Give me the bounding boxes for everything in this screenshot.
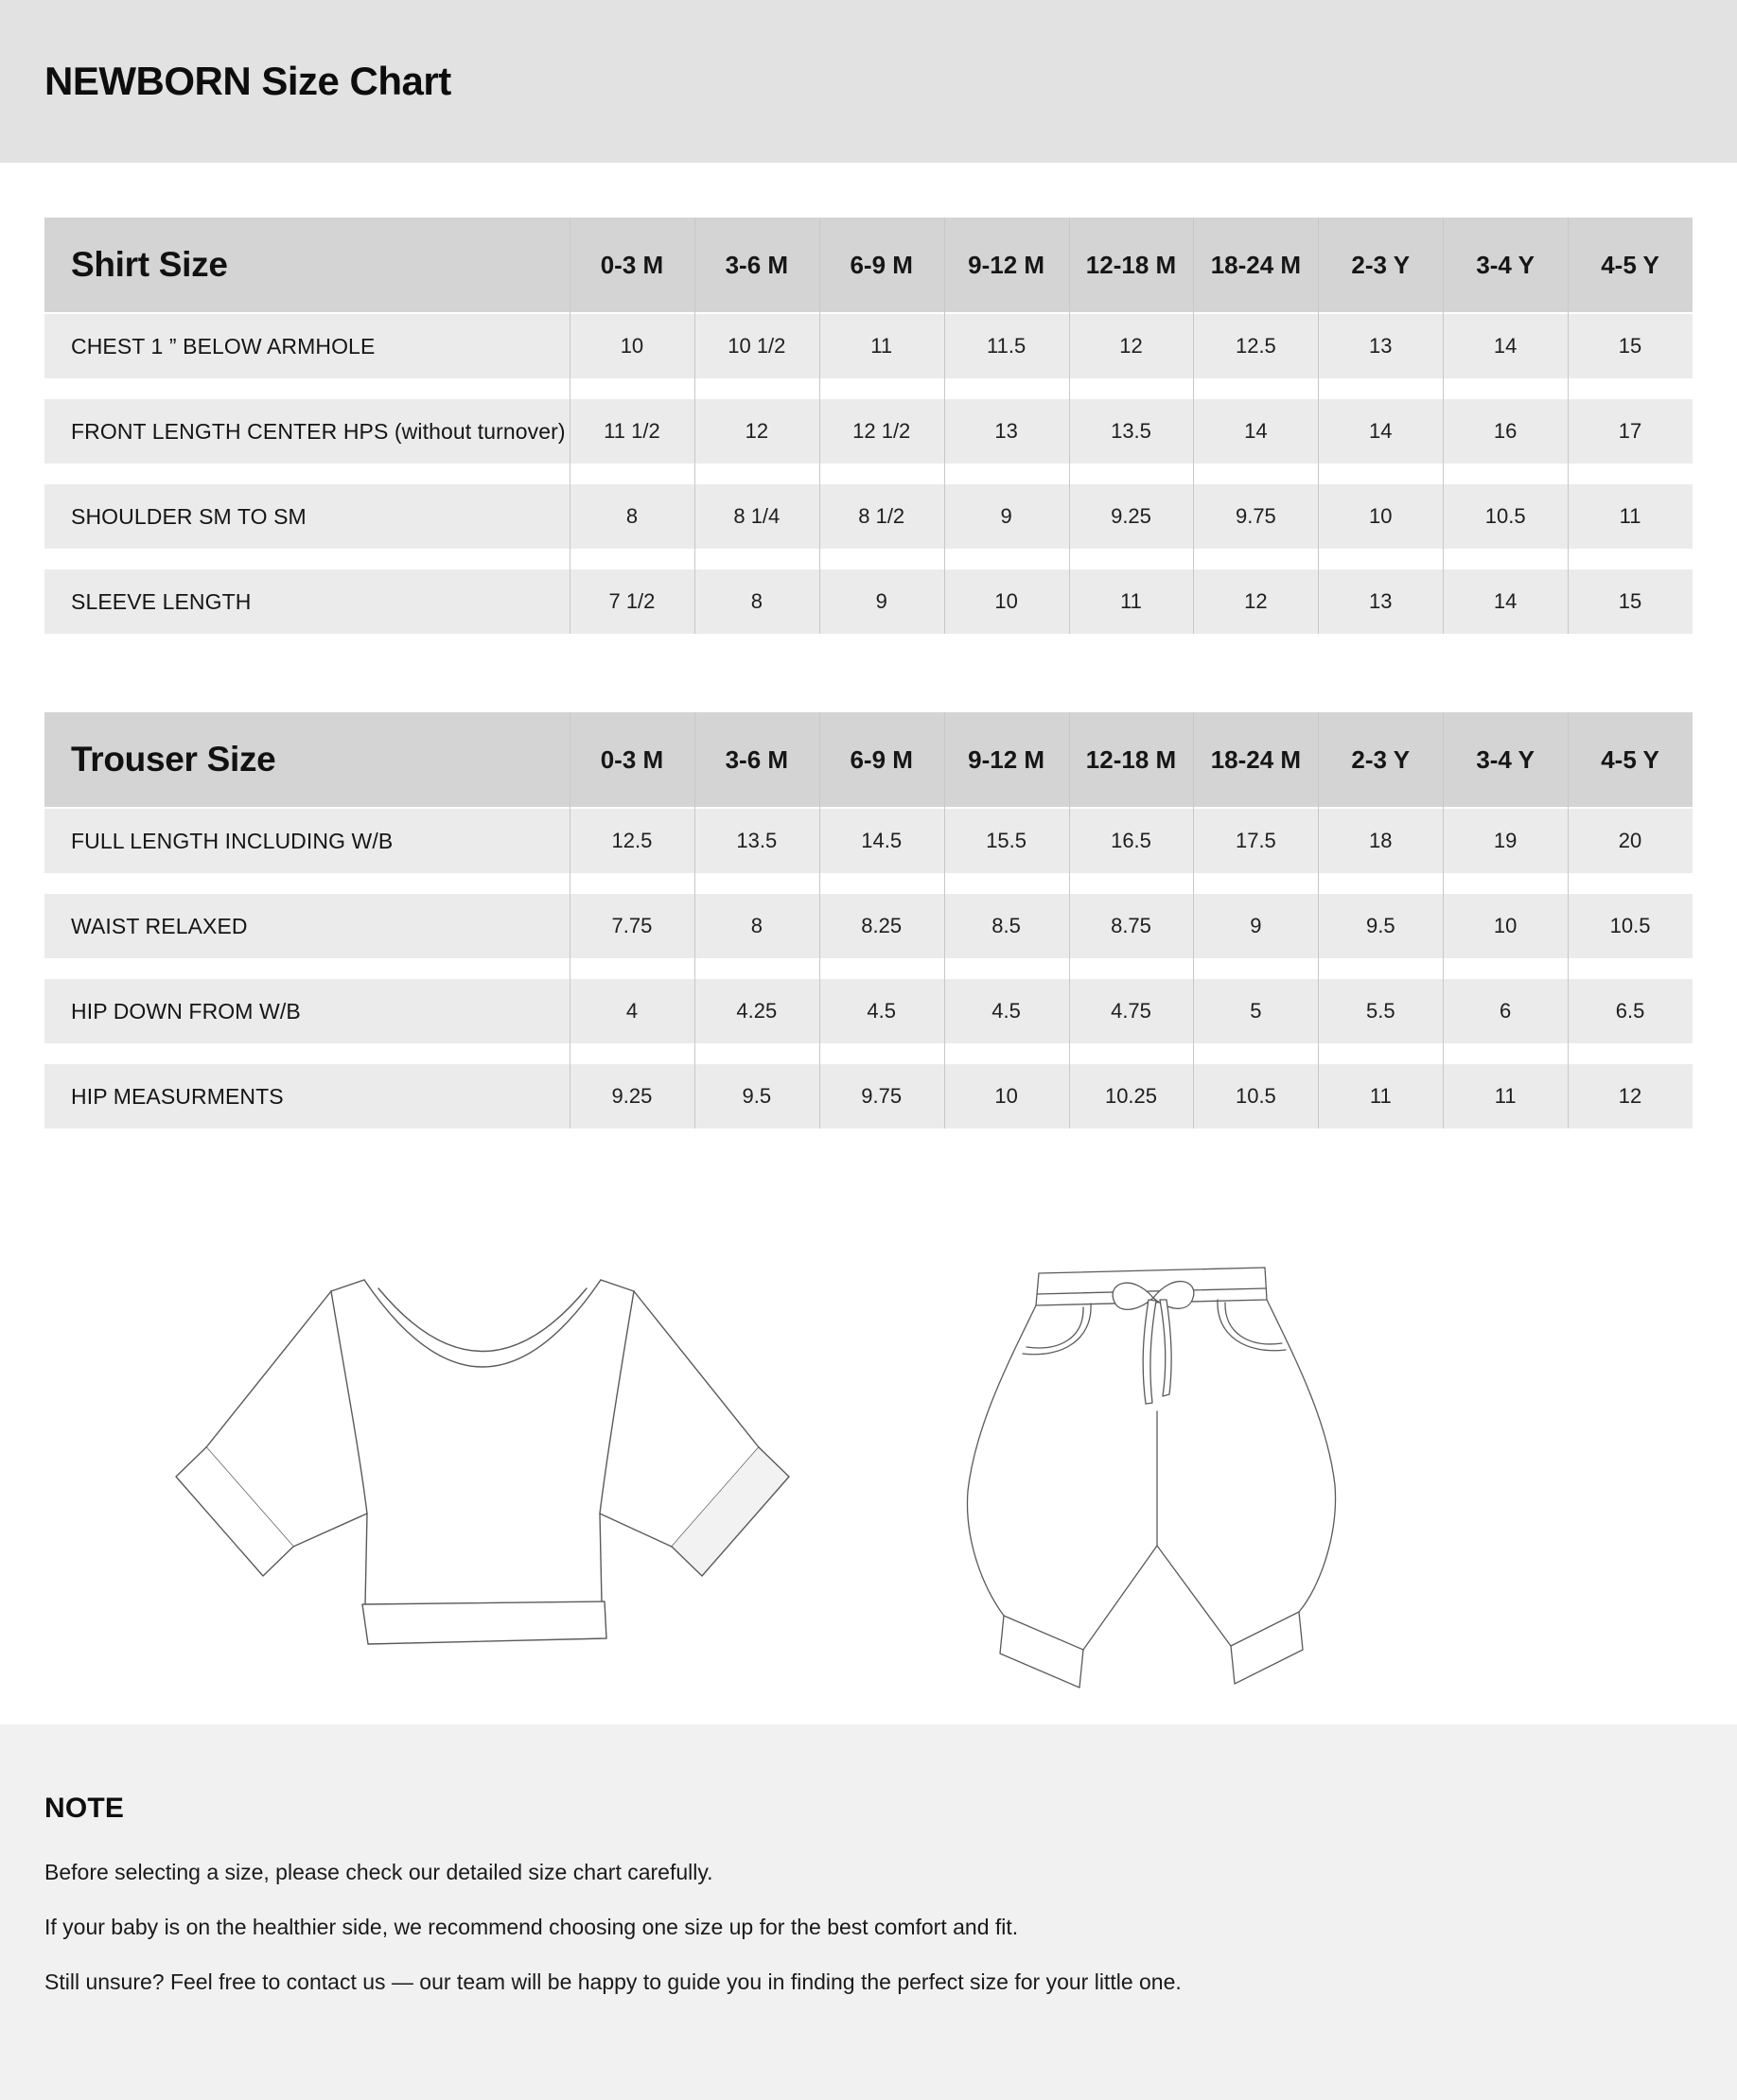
cell-value: 14 [1369,419,1393,443]
cell-value: 10 [620,334,644,358]
shirt-table-header [44,218,1693,312]
cell-value: 10 [1493,914,1518,937]
column-header: 0-3 M [600,250,664,279]
trousers-illustration [930,1245,1386,1701]
row-label: FRONT LENGTH CENTER HPS (without turnover) [71,418,566,444]
row-label: SLEEVE LENGTH [71,588,252,614]
trouser-size-table [44,712,1693,1129]
cell-value: 9 [1000,504,1012,528]
cell-value: 5.5 [1365,999,1395,1023]
row-label: HIP MEASURMENTS [71,1083,284,1109]
cell-value: 13 [1369,589,1393,613]
cell-value: 10.5 [1235,1084,1276,1108]
column-header: 4-5 Y [1601,250,1659,279]
column-header: 2-3 Y [1351,744,1411,774]
table-row [44,809,1693,873]
cell-value: 10 [1369,504,1393,528]
cell-value: 15.5 [986,829,1027,852]
cell-value: 4.5 [867,999,896,1023]
shirt-illustration [142,1272,825,1653]
trousers-flat-sketch [930,1245,1386,1701]
row-label: FULL LENGTH INCLUDING W/B [71,828,394,853]
column-header: 3-6 M [725,250,789,279]
page-header [0,0,1737,163]
row-label: HIP DOWN FROM W/B [71,998,301,1024]
table-title: Shirt Size [71,245,228,284]
cell-value: 7.75 [611,914,653,937]
cell-value: 8 1/4 [733,504,781,528]
cell-value: 8.5 [991,914,1021,937]
cell-value: 9.5 [742,1084,772,1108]
trouser-table-header [44,712,1693,807]
cell-value: 6 [1500,999,1512,1023]
cell-value: 20 [1618,829,1642,852]
table-title: Trouser Size [71,740,276,779]
cell-value: 10 [994,589,1018,613]
column-header: 9-12 M [968,250,1045,279]
cell-value: 14 [1493,589,1518,613]
column-header: 4-5 Y [1601,744,1659,774]
cell-value: 14 [1244,419,1268,443]
cell-value: 9.75 [1235,504,1276,528]
cell-value: 10.5 [1484,504,1526,528]
cell-value: 18 [1369,829,1393,852]
cell-value: 8 [625,504,639,528]
table-row [44,484,1693,549]
cell-value: 19 [1493,829,1518,852]
cell-value: 4.5 [991,999,1021,1023]
row-label: WAIST RELAXED [71,913,248,938]
page-title: NEWBORN Size Chart [44,59,451,103]
cell-value: 10 [994,1084,1018,1108]
cell-value: 6.5 [1615,999,1645,1023]
column-header: 0-3 M [600,744,664,774]
cell-value: 11 [870,334,893,358]
shirt-size-table [44,218,1693,634]
cell-value: 12.5 [611,829,653,852]
cell-value: 12 [1119,334,1143,358]
note-line: Before selecting a size, please check our detailed size chart carefully. [44,1860,713,1884]
cell-value: 9.25 [611,1084,653,1108]
cell-value: 9 [1250,914,1262,937]
cell-value: 8.75 [1111,914,1151,937]
cell-value: 9.5 [1365,914,1395,937]
column-header: 2-3 Y [1351,250,1411,279]
cell-value: 15 [1618,589,1642,613]
column-header: 18-24 M [1210,744,1302,774]
cell-value: 9.25 [1111,504,1151,528]
cell-value: 8 [750,589,763,613]
cell-value: 10.25 [1104,1084,1158,1108]
cell-value: 11.5 [987,334,1026,358]
column-header: 3-6 M [725,744,789,774]
column-header: 6-9 M [850,744,913,774]
cell-value: 13 [994,419,1018,443]
cell-value: 8 1/2 [858,504,905,528]
cell-value: 9 [875,589,887,613]
cell-value: 11 [1369,1084,1392,1108]
row-label: CHEST 1 ” BELOW ARMHOLE [71,333,376,359]
cell-value: 14 [1493,334,1518,358]
column-header: 12-18 M [1085,250,1177,279]
table-row [44,569,1693,634]
note-line: Still unsure? Feel free to contact us — our team will be happy to guide you in finding the perfect size for your little one. [44,1969,1182,1994]
row-label: SHOULDER SM TO SM [71,503,307,529]
cell-value: 13 [1369,334,1393,358]
cell-value: 15 [1618,334,1642,358]
table-row [44,894,1693,958]
column-header: 3-4 Y [1476,250,1535,279]
cell-value: 12.5 [1235,334,1276,358]
cell-value: 12 [1618,1084,1642,1108]
shirt-flat-sketch [142,1272,825,1653]
column-header: 6-9 M [850,250,913,279]
cell-value: 11 [1494,1084,1517,1108]
cell-value: 11 1/2 [604,419,660,443]
note-line: If your baby is on the healthier side, we recommend choosing one size up for the best comfort and fit. [44,1915,1019,1939]
table-row [44,1064,1693,1129]
column-header: 3-4 Y [1476,744,1535,774]
table-row [44,399,1693,464]
cell-value: 4.25 [736,999,778,1023]
cell-value: 12 1/2 [852,419,911,443]
cell-value: 7 1/2 [608,589,656,613]
cell-value: 14.5 [861,829,903,852]
cell-value: 11 [1120,589,1142,613]
cell-value: 8.25 [861,914,903,937]
column-header: 12-18 M [1085,744,1177,774]
cell-value: 4.75 [1111,999,1151,1023]
cell-value: 5 [1250,999,1262,1023]
note-section [0,1724,1737,2100]
cell-value: 10 1/2 [728,334,786,358]
table-row [44,314,1693,378]
cell-value: 10.5 [1609,914,1651,937]
cell-value: 12 [1244,589,1268,613]
cell-value: 11 [1619,504,1641,528]
column-header: 9-12 M [968,744,1045,774]
note-heading: NOTE [44,1793,125,1824]
cell-value: 16 [1493,419,1518,443]
cell-value: 12 [745,419,769,443]
table-row [44,979,1693,1043]
cell-value: 17.5 [1235,829,1276,852]
cell-value: 13.5 [736,829,778,852]
cell-value: 13.5 [1111,419,1151,443]
cell-value: 4 [625,999,639,1023]
cell-value: 16.5 [1111,829,1151,852]
cell-value: 8 [750,914,763,937]
cell-value: 17 [1618,419,1642,443]
cell-value: 9.75 [861,1084,903,1108]
column-header: 18-24 M [1210,250,1302,279]
